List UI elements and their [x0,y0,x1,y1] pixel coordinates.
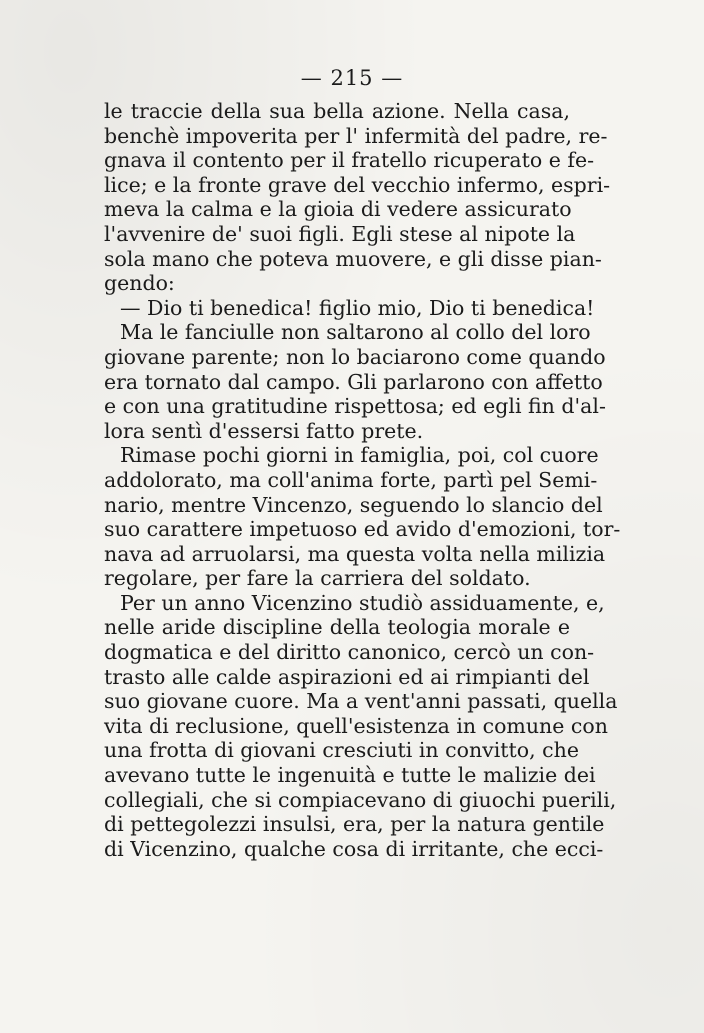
text-line: meva la calma e la gioia di vedere assicurato [104,197,572,222]
text-line: e con una gratitudine rispettosa; ed egli fin d'al- [104,394,606,419]
text-line: Per un anno Vicenzino studiò assiduamente, e, [120,590,605,615]
text-line: di Vicenzino, qualche cosa di irritante, che ecci- [104,836,604,861]
text-line: nelle aride discipline della teologia morale e [104,615,570,640]
page-number: — 215 — [300,66,404,90]
text-line: — Dio ti benedica! figlio mio, Dio ti benedica! [120,295,595,320]
text-line: nario, mentre Vincenzo, seguendo lo slancio del [104,492,603,517]
text-line: suo carattere impetuoso ed avido d'emozioni, tor- [104,517,621,542]
text-line: gendo: [104,271,175,296]
text-line: collegiali, che si compiacevano di giuochi puerili, [104,787,617,812]
text-line: di pettegolezzi insulsi, era, per la natura gentile [104,812,605,837]
text-line: Ma le fanciulle non saltarono al collo del loro [120,320,591,345]
body-text [104,99,621,861]
text-line: avevano tutte le ingenuità e tutte le malizie dei [104,763,596,788]
text-line: una frotta di giovani cresciuti in convitto, che [104,738,579,763]
text-line: vita di reclusione, quell'esistenza in comune con [104,713,608,738]
text-line: dogmatica e del diritto canonico, cercò un con- [104,640,595,665]
text-line: sola mano che poteva muovere, e gli disse pian- [104,246,602,271]
text-line: le traccie della sua bella azione. Nella casa, [104,99,570,123]
text-line: Rimase pochi giorni in famiglia, poi, col cuore [120,443,599,468]
text-line: benchè impoverita per l' infermità del padre, re- [104,123,608,148]
text-line: addolorato, ma coll'anima forte, partì pel Semi- [104,467,598,492]
text-line: nava ad arruolarsi, ma questa volta nella milizia [104,541,606,566]
text-line: trasto alle calde aspirazioni ed ai rimpianti del [104,664,590,689]
text-line: gnava il contento per il fratello ricuperato e fe- [104,148,595,173]
text-line: lice; e la fronte grave del vecchio infermo, espri- [104,172,611,197]
text-line: suo giovane cuore. Ma a vent'anni passati, quella [104,689,618,714]
text-line: l'avvenire de' suoi figli. Egli stese al nipote la [104,221,576,246]
text-line: era tornato dal campo. Gli parlarono con affetto [104,369,603,394]
text-line: lora sentì d'essersi fatto prete. [104,418,424,443]
text-line: giovane parente; non lo baciarono come quando [104,344,606,369]
text-line: regolare, per fare la carriera del soldato. [104,566,531,591]
